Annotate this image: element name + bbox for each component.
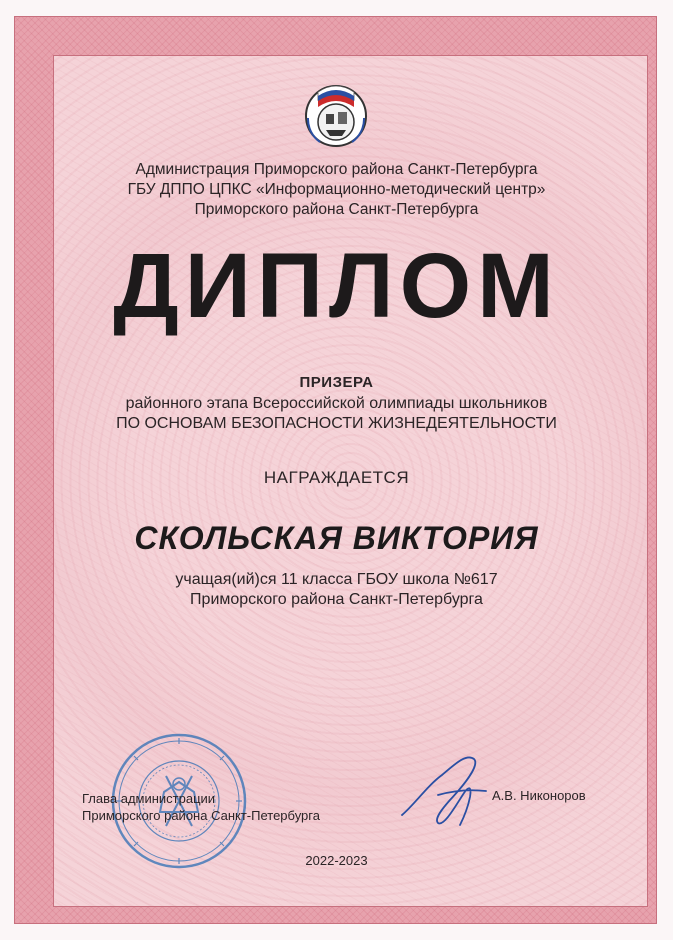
signer-name: А.В. Никоноров <box>492 788 586 803</box>
prizer-label: ПРИЗЕРА <box>299 374 374 391</box>
recipient-name: СКОЛЬСКАЯ ВИКТОРИЯ <box>134 520 539 556</box>
head-title-line-1: Глава администрации <box>82 791 216 806</box>
olympiad-subject: ПО ОСНОВАМ БЕЗОПАСНОСТИ ЖИЗНЕДЕЯТЕЛЬНОСТИ <box>116 415 557 432</box>
head-title-line-2: Приморского района Санкт-Петербурга <box>82 808 320 823</box>
head-of-administration-title <box>82 790 320 824</box>
olympiad-emblem-icon <box>298 76 374 152</box>
awarded-label: НАГРАЖДАЕТСЯ <box>263 468 410 487</box>
org-line-3: Приморского района Санкт-Петербурга <box>194 201 479 218</box>
olympiad-stage: районного этапа Всероссийской олимпиады школьников <box>125 395 548 412</box>
diploma-title: ДИПЛОМ <box>113 235 560 337</box>
pupil-info-line-2: Приморского района Санкт-Петербурга <box>190 591 483 608</box>
academic-year: 2022-2023 <box>305 853 368 868</box>
org-line-1: Администрация Приморского района Санкт-Петербурга <box>135 161 538 178</box>
organization-block <box>0 160 673 220</box>
pupil-info-line-1: учащая(ий)ся 11 класса ГБОУ школа №617 <box>175 571 498 588</box>
org-line-2: ГБУ ДППО ЦПКС «Информационно-методический центр» <box>127 181 546 198</box>
handwritten-signature-icon <box>394 745 494 835</box>
